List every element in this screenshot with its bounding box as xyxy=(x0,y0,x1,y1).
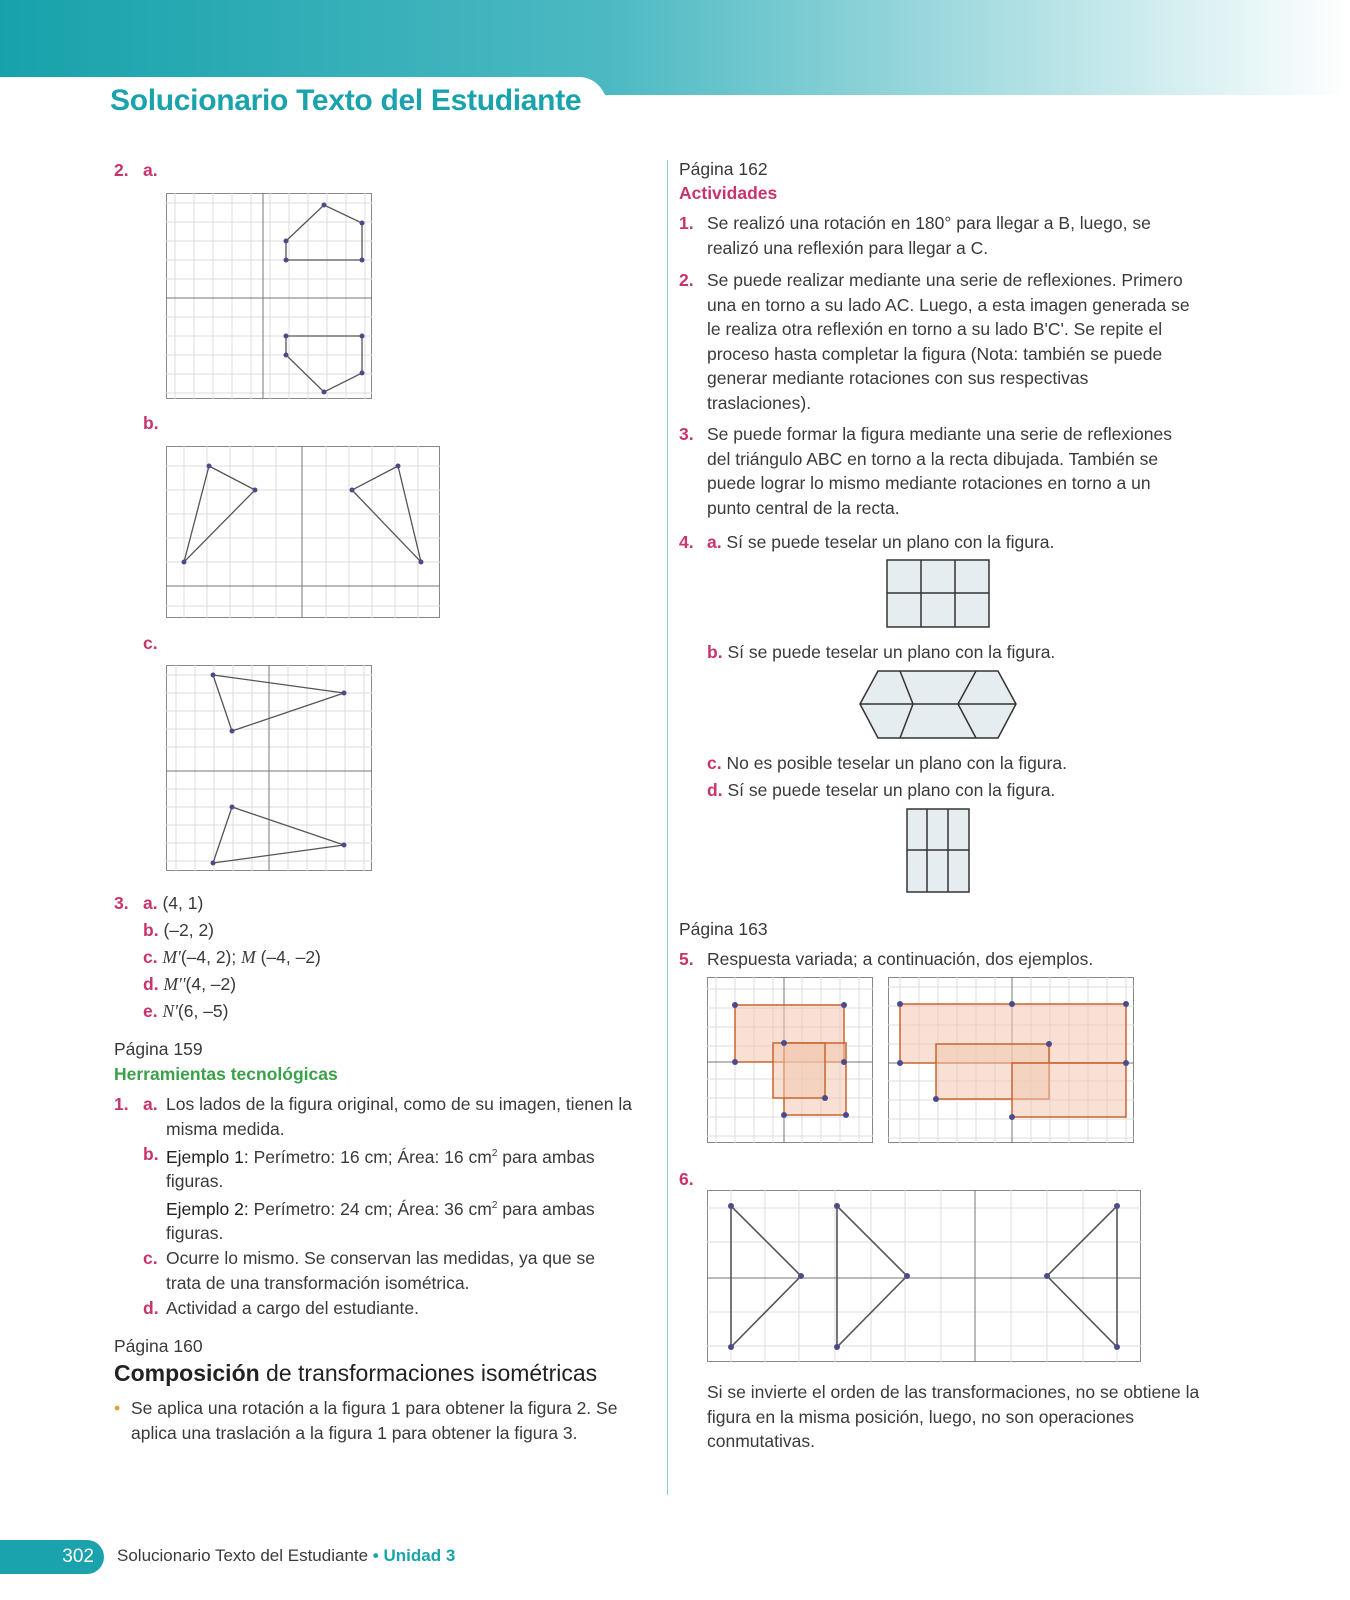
graph-5-example-2 xyxy=(888,977,1134,1143)
p159-number-1: 1. xyxy=(114,1094,129,1114)
tessellation-d-figure xyxy=(906,808,971,894)
p159-letter-a: a. xyxy=(143,1094,158,1114)
column-divider xyxy=(667,160,668,1495)
p163-answer-5: Respuesta variada; a continuación, dos ejemplos. xyxy=(707,949,1094,969)
page-number-badge: 302 xyxy=(0,1540,104,1574)
p162-number-1: 1. xyxy=(679,213,694,233)
p163-closing-text: Si se invierte el orden de las transformaciones, no se obtiene la figura en la misma posición, luego, no son operaciones conmutativas. xyxy=(707,1382,1200,1451)
p162-number-4: 4. xyxy=(679,532,694,552)
bullet-marker: • xyxy=(114,1398,121,1418)
footer-label: Solucionario Texto del Estudiante • Unidad 3 xyxy=(117,1546,456,1565)
q3-answer-e: e. N'(6, –5) xyxy=(143,1001,229,1021)
tessellation-b-figure xyxy=(858,670,1018,740)
page-162-label: Página 162 xyxy=(679,159,768,179)
p163-number-6: 6. xyxy=(679,1169,694,1189)
p162-answer-4a: a. Sí se puede teselar un plano con la figura. xyxy=(707,532,1055,552)
graph-2a xyxy=(166,193,372,399)
p162-answer-4c: c. No es posible teselar un plano con la figura. xyxy=(707,753,1067,773)
p162-answer-4d: d. Sí se puede teselar un plano con la figura. xyxy=(707,780,1056,800)
p159-answer-c: Ocurre lo mismo. Se conservan las medidas, ya que se trata de una transformación isométrica. xyxy=(166,1248,595,1293)
question-2b-letter: b. xyxy=(143,413,159,433)
graph-5-example-1 xyxy=(707,977,873,1143)
p159-answer-a: Los lados de la figura original, como de su imagen, tienen la misma medida. xyxy=(166,1094,632,1139)
question-3-number: 3. xyxy=(114,893,129,913)
p162-answer-3: Se puede formar la figura mediante una serie de reflexiones del triángulo ABC en torno a la recta dibujada. También se puede lograr lo mismo mediante rotaciones en torno a un punto central de la recta. xyxy=(707,424,1172,518)
p159-letter-c: c. xyxy=(143,1248,158,1268)
question-2c-letter: c. xyxy=(143,633,158,653)
q3-answer-b: b. (–2, 2) xyxy=(143,920,215,940)
section-herramientas: Herramientas tecnológicas xyxy=(114,1064,338,1084)
p159-answer-b-example-1: Ejemplo 1: Perímetro: 16 cm; Área: 16 $cm^2$ para ambas figuras. xyxy=(166,1146,595,1192)
p162-number-3: 3. xyxy=(679,424,694,444)
p159-answer-b-example-2: Ejemplo 2: Perímetro: 24 cm; Área: 36 $cm^2$ para ambas figuras. xyxy=(166,1198,595,1244)
question-2a-letter: a. xyxy=(143,160,158,180)
q3-answer-c: c. M'(–4, 2); M (–4, –2) xyxy=(143,947,321,967)
graph-6 xyxy=(707,1190,1141,1362)
p159-letter-b: b. xyxy=(143,1144,159,1164)
page-160-label: Página 160 xyxy=(114,1336,203,1356)
q3-answer-a: a. (4, 1) xyxy=(143,893,204,913)
graph-2b xyxy=(166,446,440,618)
p159-answer-d: Actividad a cargo del estudiante. xyxy=(166,1298,419,1318)
p162-answer-1: Se realizó una rotación en 180° para llegar a B, luego, se realizó una reflexión para llegar a C. xyxy=(707,213,1151,258)
p159-letter-d: d. xyxy=(143,1298,159,1318)
p162-answer-4b: b. Sí se puede teselar un plano con la figura. xyxy=(707,642,1056,662)
tessellation-a-figure xyxy=(886,559,990,629)
section-composicion: Composición de transformaciones isométricas xyxy=(114,1360,598,1386)
p162-number-2: 2. xyxy=(679,270,694,290)
p163-number-5: 5. xyxy=(679,949,694,969)
section-actividades: Actividades xyxy=(679,183,778,203)
page-163-label: Página 163 xyxy=(679,919,768,939)
page-title: Solucionario Texto del Estudiante xyxy=(110,84,582,117)
page-159-label: Página 159 xyxy=(114,1039,203,1059)
graph-2c xyxy=(166,665,372,871)
p162-answer-2: Se puede realizar mediante una serie de reflexiones. Primero una en torno a su lado AC. Luego, a esta imagen generada se le realiza otra reflexión en torno a su lado B'C'. Se repite el proceso hasta completar la figura (Nota: también se puede generar mediante rotaciones con sus respectivas traslaciones). xyxy=(707,270,1190,413)
question-2-number: 2. xyxy=(114,160,129,180)
p160-bullet-text: Se aplica una rotación a la figura 1 para obtener la figura 2. Se aplica una traslación a la figura 1 para obtener la figura 3. xyxy=(131,1398,618,1443)
q3-answer-d: d. M''(4, –2) xyxy=(143,974,237,994)
